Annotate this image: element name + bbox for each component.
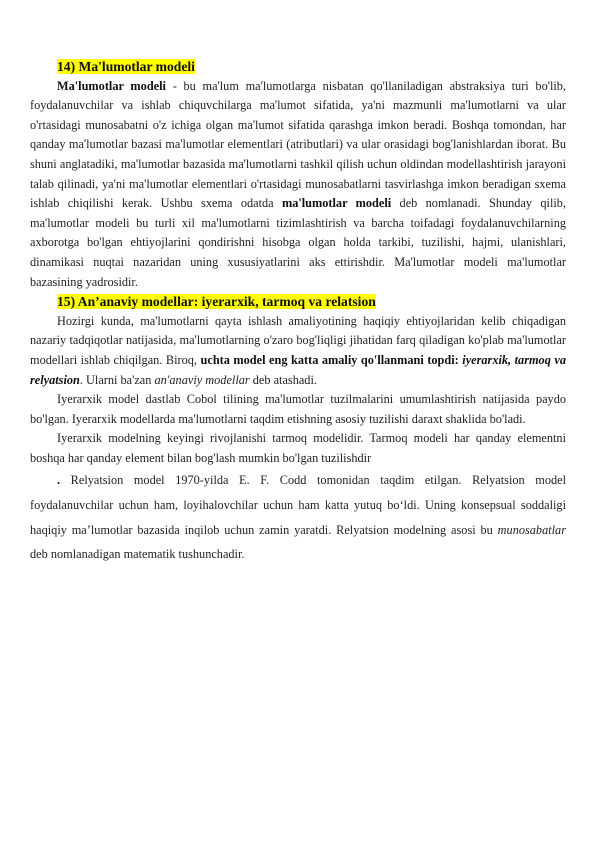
term-malumotlar-modeli-2: ma'lumotlar modeli [281,196,392,211]
section-14-heading [30,57,566,77]
section-15-paragraph-4 [30,468,566,566]
section-14-paragraph [30,77,566,293]
section-15-heading-text: 15) An’anaviy modellar: iyerarxik, tarmoq va relatsion [57,294,376,310]
paragraph-text: deb atashadi. [249,372,317,387]
document-page [30,57,566,567]
paragraph-text: . Ularni ba'zan [79,372,155,387]
section-14-heading-text: 14) Ma'lumotlar modeli [57,59,195,74]
italic-relations: munosabatlar [497,522,566,537]
section-15-heading [30,292,566,312]
section-15-paragraph-1 [30,312,566,390]
section-15-paragraph-3: Iyerarxik modelning keyingi rivojlanishi tarmoq modelidir. Tarmoq modeli har qanday elementni boshqa har qanday element bilan bog'lash mumkin bo'lgan tuzilishdir [30,431,566,465]
paragraph-text: Hozirgi kunda, ma'lumotlarni qayta ishlash amaliyotining haqiqiy ehtiyojlaridan kelib chiqadigan nazariy tadqiqotlar natijasida, ma'lumotlarning o'zaro bog'liqligi jihatidan farq qiladigan ko'plab ma'lumotlar modellari ishlab chiqilgan. Biroq, [30,313,566,367]
paragraph-text: deb nomlanadi. Shunday qilib, ma'lumotlar modeli bu turli xil ma'lumotlarni tizimlashtirish va barcha toifadagi foydalanuvchilarning axborotga bo'lgan ehtiyojlarini qondirishni hisobga olgan holda tarkibi, tuzilishi, hajmi, ulanishlari, dinamikasi nuqtai nazaridan uning xususiyatlarini aks ettirishdir. Ma'lumotlar modeli ma'lumotlar bazasining yadrosidir. [30,196,566,289]
paragraph-text: deb nomlanadigan matematik tushunchadir. [30,547,245,562]
leading-dot: . [57,473,71,488]
bold-three-models: uchta model eng katta amaliy qo'llanmani topdi: [200,352,463,367]
term-malumotlar-modeli: Ma'lumotlar modeli [57,78,166,93]
italic-traditional-models: an'anaviy modellar [154,372,250,387]
paragraph-text: - bu ma'lum ma'lumotlarga nisbatan qo'llaniladigan abstraksiya turi bo'lib, foydalanuvchilar va ishlab chiquvchilarga ma'lumot sifatida, ya'ni mazmunli ma'lumotlarni va ular o'rtasidagi munosabatni o'z ichiga olgan ma'lumot sifatida qarashga imkon beradi. Boshqa tomondan, har qanday ma'lumotlar bazasi ma'lumotlar elementlari (atributlari) va ular orasidagi bog'lanishlardan iborat. Bu shuni anglatadiki, ma'lumotlar bazasida ma'lumotlarni tashkil qilish uchun oldindan modellashtirish jarayoni talab qilinadi, ya'ni ma'lumotlar elementlari o'rtasidagi munosabatlarni tasvirlashga imkon beradigan sxema ishlab chiqilishi kerak. Ushbu sxema odatda [30,78,566,211]
bold-italic-model-names: iyerarxik, tarmoq va relyatsion [30,352,566,387]
section-15-paragraph-2: Iyerarxik model dastlab Cobol tilining ma'lumotlar tuzilmalarini umumlashtirish natijasida paydo bo'lgan. Iyerarxik modellarda ma'lumotlarni taqdim etishning asosiy tuzilishi daraxt shaklida bo'ladi. [30,392,566,426]
paragraph-text: Relyatsion model 1970-yilda E. F. Codd tomonidan taqdim etilgan. Relyatsion model foydalanuvchilar uchun ham, loyihalovchilar uchun ham katta yutuq bo‘ldi. Uning konsepsual soddaligi haqiqiy ma’lumotlar bazasida inqilob uchun zamin yaratdi. Relyatsion modelning asosi bu [30,473,566,537]
